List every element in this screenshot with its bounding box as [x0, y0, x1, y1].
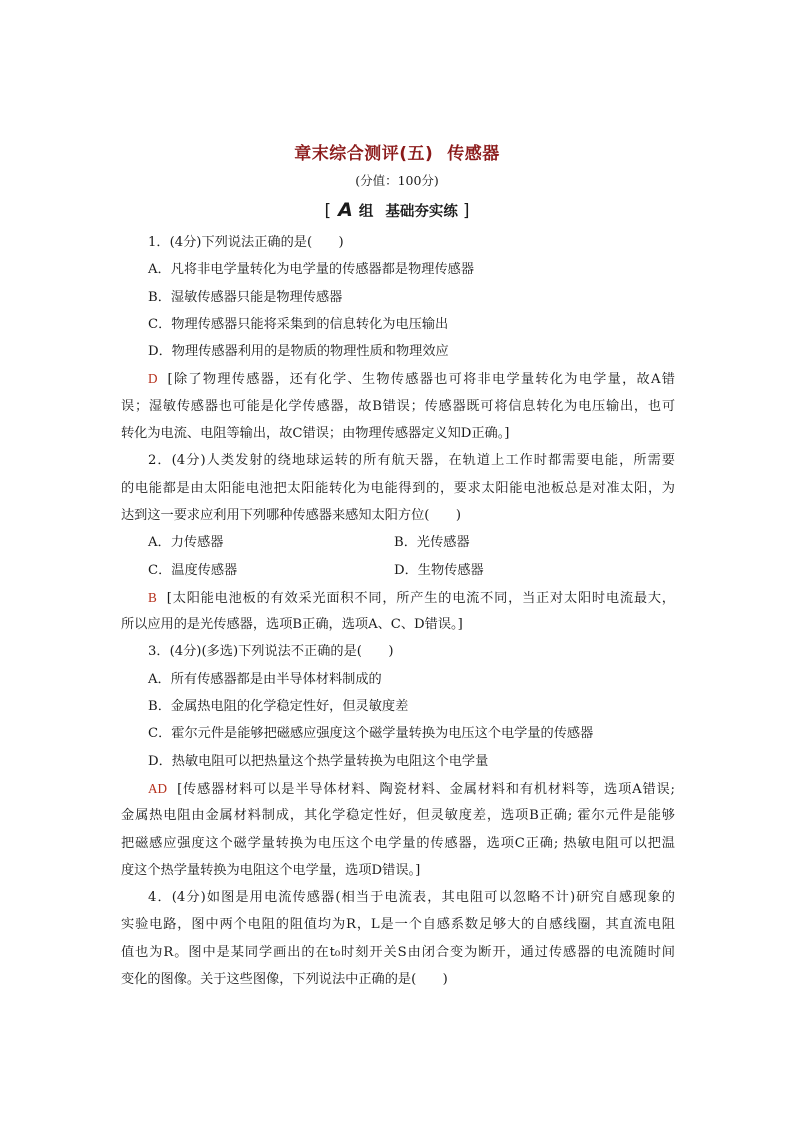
q2-option-d: D．生物传感器 [394, 562, 484, 578]
section-group: 组 [358, 204, 374, 220]
q1-explanation-line: D [除了物理传感器，还有化学、生物传感器也可将非电学量转化为电学量，故A错 [148, 371, 675, 388]
q2-option-a: A．力传感器 [148, 535, 224, 551]
section-bracket-open: [ [324, 201, 332, 221]
q3-explanation-line: 度这个热学量转换为电阻这个电学量，选项D错误。] [121, 862, 421, 878]
section-label: 基础夯实练 [385, 204, 458, 220]
q4-stem-line: 值也为R。图中是某同学画出的在t₀时刻开关S由闭合变为断开，通过传感器的电流随时间 [121, 944, 675, 960]
q3-option-b: B．金属热电阻的化学稳定性好，但灵敏度差 [148, 699, 409, 715]
q2-explanation-line: 所以应用的是光传感器，选项B正确，选项A、C、D错误。] [121, 617, 463, 633]
q2-stem-line: 的电能都是由太阳能电池把太阳能转化为电能得到的，要求太阳能电池板总是对准太阳，为 [121, 480, 675, 496]
q3-explanation-line: 把磁感应强度这个磁学量转换为电压这个电学量的传感器，选项C正确; 热敏电阻可以把温 [121, 835, 675, 851]
q2-option-c: C．温度传感器 [148, 562, 238, 578]
q1-option-a: A．凡将非电学量转化为电学量的传感器都是物理传感器 [148, 262, 475, 278]
q2-explanation-line: B [太阳能电池板的有效采光面积不同，所产生的电流不同，当正对太阳时电流最大， [148, 589, 675, 606]
q2-stem-line: 达到这一要求应利用下列哪种传感器来感知太阳方位( ) [121, 507, 461, 523]
section-heading [0, 199, 794, 221]
q2-option-b: B．光传感器 [394, 535, 470, 551]
page-title [0, 139, 794, 164]
q3-option-c: C．霍尔元件是能够把磁感应强度这个磁学量转换为电压这个电学量的传感器 [148, 726, 594, 742]
q1-explanation-line: 转化为电流、电阻等输出，故C错误；由物理传感器定义知D正确。] [121, 426, 510, 442]
q2-options-row [121, 529, 675, 556]
section-letter: A [338, 199, 353, 221]
title-topic: 传感器 [447, 144, 500, 164]
q2-options-row [121, 557, 675, 584]
q2-answer: B [148, 589, 157, 605]
q2-stem-line: 2．(4分)人类发射的绕地球运转的所有航天器，在轨道上工作时都需要电能，所需要 [148, 453, 675, 469]
q4-stem-line: 变化的图像。关于这些图像，下列说法中正确的是( ) [121, 972, 448, 988]
score-note: (分值：100分) [355, 173, 439, 188]
q1-option-d: D．物理传感器利用的是物质的物理性质和物理效应 [148, 344, 449, 360]
q1-explanation-line: 误；湿敏传感器也可能是化学传感器，故B错误；传感器既可将信息转化为电压输出，也可 [121, 398, 675, 414]
title-main: 章末综合测评(五) [294, 144, 434, 164]
section-bracket-close: ] [462, 201, 470, 221]
q1-option-c: C．物理传感器只能将采集到的信息转化为电压输出 [148, 316, 449, 332]
q1-stem: 1．(4分)下列说法正确的是( ) [148, 235, 344, 250]
q4-stem-line: 实验电路，图中两个电阻的阻值均为R，L是一个自感系数足够大的自感线圈，其直流电阻 [121, 917, 675, 933]
q3-explanation-line: 金属热电阻由金属材料制成，其化学稳定性好，但灵敏度差，选项B正确; 霍尔元件是能够 [121, 808, 675, 824]
q3-option-d: D．热敏电阻可以把热量这个热学量转换为电阻这个电学量 [148, 753, 489, 769]
q3-answer: AD [148, 780, 168, 796]
q3-option-a: A．所有传感器都是由半导体材料制成的 [148, 671, 382, 687]
q3-stem: 3．(4分)(多选)下列说法不正确的是( ) [148, 644, 394, 660]
q1-option-b: B．湿敏传感器只能是物理传感器 [148, 289, 343, 305]
q4-stem-line: 4．(4分)如图是用电流传感器(相当于电流表，其电阻可以忽略不计)研究自感现象的 [148, 890, 675, 906]
question-list [121, 229, 675, 993]
q3-explanation-line: AD [传感器材料可以是半导体材料、陶瓷材料、金属材料和有机材料等，选项A错误; [148, 780, 675, 797]
q1-answer: D [148, 371, 158, 387]
